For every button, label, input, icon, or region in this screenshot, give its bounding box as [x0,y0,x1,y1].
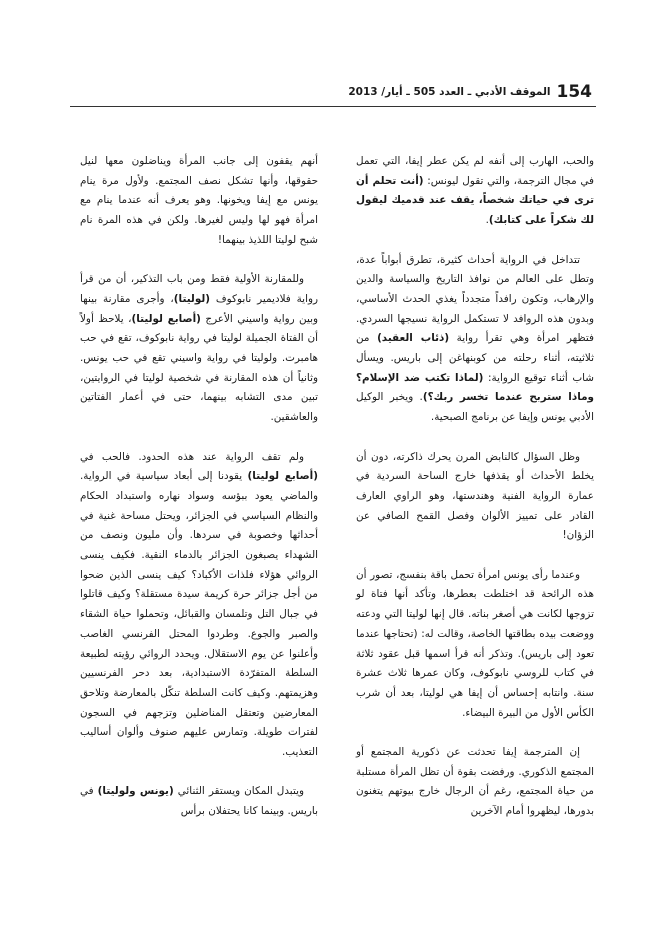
paragraph [356,448,594,547]
journal-title: الموقف الأدبي ـ العدد 505 ـ أيار/ 2013 [348,86,551,98]
text-run: . [485,214,489,227]
text-run: في باريس. وبينما كانا يحتفلان برأس [80,785,318,818]
text-run: ، وأجرى مقارنة بينها وبين رواية واسيني الأعرج [80,292,319,325]
header-rule [70,106,596,107]
article-column-right [356,152,594,842]
paragraph [80,152,318,251]
text-run: أنهم يقفون إلى جانب المرأة ويناضلون معها لنيل حقوقها، وأنها تشكل نصف المجتمع. ولأول مرة ينام يونس مع إيفا ويخونها. وهو يعرف أنه عندما ينام مع امرأة فهو لها وليس لغيرها. ولكن في هذه المرة نام شبح لوليتا اللذيذ بينهما! [80,155,318,246]
text-run: . ويخبر الوكيل الأدبي يونس وإيفا عن برنامج الصبحية. [356,391,594,424]
text-run: وللمقارنة الأولية فقط ومن باب التذكير، أن من قرأ رواية فلاديمير نابوكوف [80,273,319,305]
paragraph [80,448,318,763]
text-run: تتداخل في الرواية أحداث كثيرة، تطرق أبواباً عدة، وتطل على العالم من نوافذ التاريخ والسياسة والدين والإرهاب، وتكون رافداً متجدداً يغذي الحدث الأساسي، وبدون هذه الروافد لا تستكمل الرواية نسيجها السردي. فتظهر امرأة وهي تقرأ رواية [356,253,594,345]
bold-quote: (أصابع لوليتا) [247,470,318,483]
paragraph [356,152,594,231]
bold-quote: (لوليتا) [173,292,210,305]
paragraph [356,743,594,822]
paragraph [80,270,318,428]
bold-quote: (أصابع لوليتا) [131,312,201,325]
paragraph [356,251,594,428]
page-number: 154 [556,82,592,102]
text-run: من ثلاثيته، أثناء رحلته من كوبنهاغن إلى باريس. ويسأل شاب أثناء توقيع الرواية: [356,332,594,384]
text-run: ويتبدل المكان ويستقر الثنائي [173,785,304,798]
bold-quote: (لماذا تكتب ضد الإسلام؟ وماذا ستربح عندما تخسر ربك؟) [356,371,594,404]
article-column-left [80,152,318,842]
text-run: ، يلاحظ أولاً أن الفتاة الجميلة لوليتا في رواية نابوكوف، تقع في حب هامبرت. ولوليتا في رواية واسيني تقع في حب يونس. وثانياً أن هذه المقارنة في شخصية لوليتا في الروايتين، تبين مدى التشابه بينهما، حتى في أعمار الفتاتين والعاشقين. [80,312,318,424]
text-run: والحب، الهارب إلى أنفه لم يكن عطر إيفا، التي تعمل في مجال الترجمة، والتي تقول ليونس: [356,155,594,187]
bold-quote: (أنت تحلم أن ترى في حياتك شخصاً، يقف عند قدميك ليقول لك شكراً على كتابك) [356,174,594,227]
bold-quote: (يونس ولوليتا) [97,785,174,798]
bold-quote: (ذئاب العقيد) [377,332,450,345]
text-run: إن المترجمة إيفا تحدثت عن ذكورية المجتمع أو المجتمع الذكوري. ورفضت بقوة أن تظل المرأة مستلبة من حياة المجتمع، رغم أن الرجال خارج بيوتهم يتغنون بدورها، ليظهروا أمام الآخرين [356,746,594,818]
page-header [330,80,592,104]
text-run: وظل السؤال كالنابض المرن يحرك ذاكرته، دون أن يخلط الأحداث أو يقذفها خارج الساحة السردية في عمارة الرواية الفنية وهندستها، وهو الراوي العارف القادر على تمييز الألوان وفصل القمح الصافي عن الزؤان! [356,450,594,542]
paragraph [80,782,318,821]
text-run: وعندما رأى يونس امرأة تحمل باقة بنفسج، تصور أن هذه الرائحة قد اختلطت بعطرها، وتأكد أنها فتاة لو تزوجها لكانت هي أصغر بناته. قال إنها لوليتا التي ودعته ووضعت بيده بطاقتها الخاصة، وقالت له: (تحتاجها عندما تعود إلى باريس). وتذكر أنه قرأ اسمها قبل عقود ثلاثة في كتاب للروسي نابوكوف، وكان عمرها ثلاث عشرة سنة. وانتابه إحساس أن إيفا هي لوليتا، بعد أن شرب الكأس الأول من البيرة البيضاء. [356,568,594,719]
text-run: ولم تقف الرواية عند هذه الحدود. فالحب في [80,450,304,463]
paragraph [356,566,594,724]
text-run: يقودنا إلى أبعاد سياسية في الرواية. والماضي يعود ببؤسه وسواد نهاره واستبداد الحكام والنظام السياسي في الجزائر، ويحتل مساحة غنية في أحداثها وخصوبة في سردها. وأن مليون ونصف من الشهداء يصبغون الجزائر بالدماء النقية. فكيف ينسى الروائي هؤلاء فلذات الأكباد؟ كيف ينسى الذين ضحوا من أجل جزائر حرة كريمة سيدة مستقلة؟ وكيف قاتلوا في جبال التل وتلمسان والقبائل، وتحملوا حياة الشقاء والصبر والجوع. وطردوا المحتل الفرنسي الغاصب وأعلنوا عن يوم الاستقلال. ويحدد الروائي رؤيته لطبيعة السلطة المتفرّدة الاستبدادية، بعد دحر الفرنسيين وهزيمتهم. وكيف كانت السلطة تنكّل بالمعارضة وتلاحق المعارضين وتعتقل المناضلين وتزجهم في السجون لفترات طويلة. وتمارس عليهم صنوف وألوان أساليب التعذيب. [80,470,318,759]
